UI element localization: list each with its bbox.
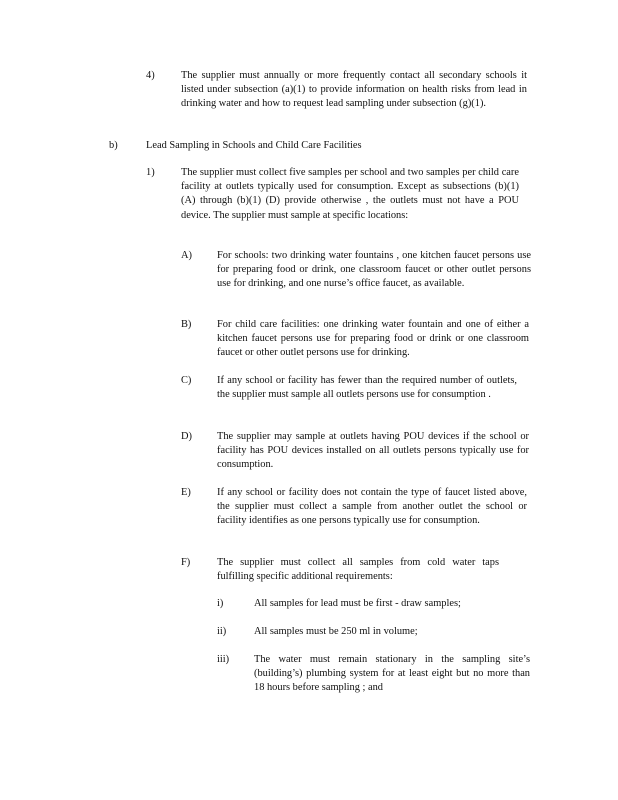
subitem-text: For schools: two drinking water fountains , one kitchen faucet persons use for preparing food or drink, one classroom faucet or other outlet persons use for drinking, and one nurse’s office faucet, as available.: [217, 250, 531, 290]
subitem-text: For child care facilities: one drinking water fountain and one of either a kitchen faucet persons use for preparing food or drink or one classroom faucet or other outlet persons use for drinking.: [217, 319, 529, 359]
subitem-text: If any school or facility has fewer than the required number of outlets, the supplier must sample all outlets persons use for consumption .: [217, 375, 517, 401]
subsubitem-text: All samples for lead must be first - draw samples;: [254, 598, 461, 609]
subitem-label: F): [181, 557, 191, 568]
subitem-text: The supplier may sample at outlets having POU devices if the school or facility has POU devices installed on all outlets persons typically use for consumption.: [217, 431, 529, 471]
item-4-text: The supplier must annually or more frequently contact all secondary schools it listed under subsection (a)(1) to provide information on health risks from lead in drinking water and how to request lead sampling under subsection (g)(1).: [181, 70, 527, 110]
subitem-label: B): [181, 319, 192, 330]
subsubitem-text: All samples must be 250 ml in volume;: [254, 626, 418, 637]
subitem-label: E): [181, 487, 191, 498]
subitem-label: A): [181, 250, 192, 261]
section-b-title: Lead Sampling in Schools and Child Care Facilities: [146, 140, 362, 151]
subsubitem-label: i): [217, 598, 224, 609]
subsubitem-text: The water must remain stationary in the sampling site’s (building’s) plumbing system for at least eight but no more than 18 hours before sampling ; and: [254, 654, 530, 694]
subitem-label: C): [181, 375, 192, 386]
subitem-text: If any school or facility does not contain the type of faucet listed above, the supplier must collect a sample from another outlet the school or facility identifies as one persons typically use for consumption.: [217, 487, 527, 527]
subitem-text: The supplier must collect all samples from cold water taps fulfilling specific additional requirements:: [217, 557, 499, 583]
item-4-label: 4): [146, 70, 155, 81]
subsubitem-label: iii): [217, 654, 230, 665]
subitem-label: D): [181, 431, 192, 442]
subsubitem-label: ii): [217, 626, 227, 637]
section-b-label: b): [109, 140, 118, 151]
item-1-label: 1): [146, 167, 155, 178]
item-1-text: The supplier must collect five samples per school and two samples per child care facility at outlets typically used for consumption. Except as subsections (b)(1)(A) through (b)(1) (D) provide otherwise , the outlets must not have a POU device. The supplier must sample at specific locations:: [181, 167, 519, 221]
